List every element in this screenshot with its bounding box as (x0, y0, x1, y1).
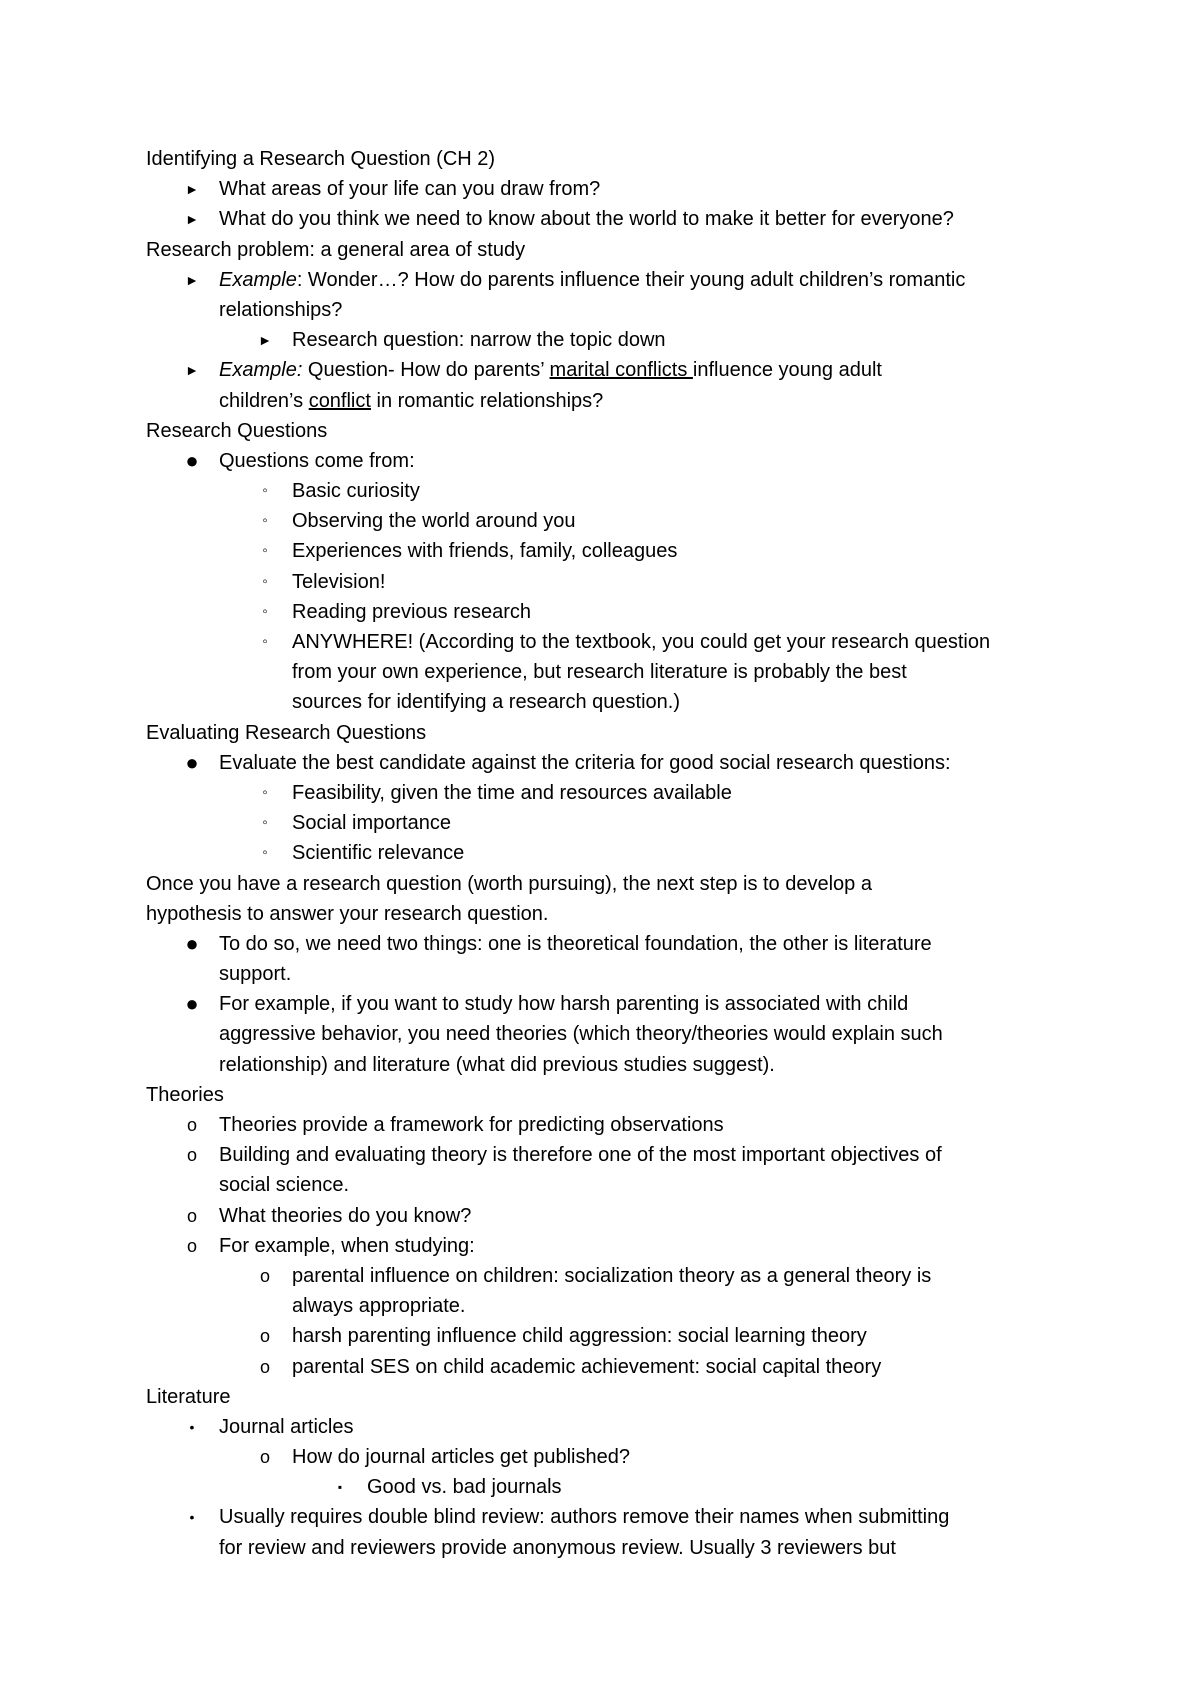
list-item: ► What do you think we need to know about the world to make it better for everyone? (146, 204, 1076, 234)
circle-bullet-icon: ◦ (262, 482, 268, 500)
triangle-bullet-icon: ► (258, 332, 272, 349)
list-item: ◦ Scientific relevance (146, 838, 1076, 868)
list-item-continuation: for review and reviewers provide anonymous review. Usually 3 reviewers but (219, 1536, 896, 1559)
heading-literature: Literature (146, 1385, 231, 1408)
list-item: ● For example, if you want to study how harsh parenting is associated with child (146, 989, 1076, 1019)
list-item-continuation: relationships? (219, 298, 343, 321)
ring-bullet-icon: o (186, 1145, 197, 1166)
circle-bullet-icon: ◦ (262, 783, 268, 801)
ring-bullet-icon: o (259, 1326, 270, 1347)
list-item: o harsh parenting influence child aggression: social learning theory (146, 1321, 1076, 1351)
heading-theories: Theories (146, 1083, 224, 1106)
list-item: o What theories do you know? (146, 1201, 1076, 1231)
small-disc-bullet-icon: • (189, 1418, 195, 1435)
disc-bullet-icon: ● (185, 749, 199, 775)
list-item: ◦ Television! (146, 567, 1076, 597)
list-item: o parental SES on child academic achievement: social capital theory (146, 1352, 1076, 1382)
circle-bullet-icon: ◦ (262, 572, 268, 590)
list-item: ▪ Good vs. bad journals (146, 1472, 1076, 1502)
circle-bullet-icon: ◦ (262, 633, 268, 650)
circle-bullet-icon: ◦ (262, 844, 268, 862)
circle-bullet-icon: ◦ (262, 602, 268, 620)
list-item-continuation: social science. (219, 1174, 350, 1197)
list-item-continuation: from your own experience, but research literature is probably the best (292, 661, 907, 684)
list-item: ► What areas of your life can you draw from? (146, 174, 1076, 204)
list-item: ◦ Experiences with friends, family, colleagues (146, 536, 1076, 566)
heading-identifying-research-question: Identifying a Research Question (CH 2) (146, 148, 496, 170)
list-item: ● To do so, we need two things: one is theoretical foundation, the other is literature (146, 929, 1076, 959)
list-item: o Theories provide a framework for predicting observations (146, 1110, 1076, 1140)
circle-bullet-icon: ◦ (262, 542, 268, 560)
list-item: ► Example: Wonder…? How do parents influence their young adult children’s romantic (146, 265, 1076, 295)
list-item: ● Evaluate the best candidate against the criteria for good social research questions: (146, 748, 1076, 778)
ring-bullet-icon: o (259, 1447, 270, 1468)
list-item: o Building and evaluating theory is therefore one of the most important objectives of (146, 1140, 1076, 1170)
circle-bullet-icon: ◦ (262, 814, 268, 832)
small-disc-bullet-icon: • (189, 1509, 195, 1526)
list-item-continuation: support. (219, 963, 292, 986)
heading-evaluating-research-questions: Evaluating Research Questions (146, 721, 427, 744)
list-item-continuation: relationship) and literature (what did previous studies suggest). (219, 1053, 775, 1076)
ring-bullet-icon: o (259, 1265, 270, 1286)
list-item: • Usually requires double blind review: authors remove their names when submitting (146, 1502, 1076, 1532)
ring-bullet-icon: o (186, 1235, 197, 1256)
list-item-continuation: children’s conflict in romantic relationships? (219, 389, 604, 412)
ring-bullet-icon: o (259, 1356, 270, 1377)
list-item: o How do journal articles get published? (146, 1442, 1076, 1472)
document-body (146, 144, 1076, 1563)
ring-bullet-icon: o (186, 1205, 197, 1226)
triangle-bullet-icon: ► (185, 362, 199, 379)
circle-bullet-icon: ◦ (262, 512, 268, 530)
disc-bullet-icon: ● (185, 447, 199, 473)
list-item-continuation: aggressive behavior, you need theories (which theory/theories would explain such (219, 1023, 943, 1046)
list-item: ◦ Feasibility, given the time and resources available (146, 778, 1076, 808)
ring-bullet-icon: o (186, 1115, 197, 1135)
square-bullet-icon: ▪ (337, 1480, 343, 1495)
list-item: ► Research question: narrow the topic down (146, 325, 1076, 355)
list-item: ◦ Basic curiosity (146, 476, 1076, 506)
list-item: • Journal articles (146, 1412, 1076, 1442)
triangle-bullet-icon: ► (185, 211, 199, 228)
list-item: ◦ Observing the world around you (146, 506, 1076, 536)
list-item: ● Questions come from: (146, 446, 1076, 476)
list-item: ► Example: Question- How do parents’ marital conflicts influence young adult (146, 355, 1076, 385)
list-item-continuation: sources for identifying a research question.) (292, 691, 680, 714)
list-item: ◦ Social importance (146, 808, 1076, 838)
heading-research-questions: Research Questions (146, 419, 328, 442)
list-item: ◦ Reading previous research (146, 597, 1076, 627)
triangle-bullet-icon: ► (185, 271, 199, 288)
triangle-bullet-icon: ► (185, 181, 199, 198)
list-item: o parental influence on children: socialization theory as a general theory is (146, 1261, 1076, 1291)
list-item: ◦ ANYWHERE! (According to the textbook, you could get your research question (146, 627, 1076, 657)
paragraph-line: hypothesis to answer your research question. (146, 902, 549, 925)
heading-research-problem: Research problem: a general area of study (146, 238, 526, 261)
disc-bullet-icon: ● (185, 991, 199, 1017)
disc-bullet-icon: ● (185, 930, 199, 956)
paragraph-line: Once you have a research question (worth pursuing), the next step is to develop a (146, 872, 872, 895)
list-item: o For example, when studying: (146, 1231, 1076, 1261)
list-item-continuation: always appropriate. (292, 1295, 466, 1318)
